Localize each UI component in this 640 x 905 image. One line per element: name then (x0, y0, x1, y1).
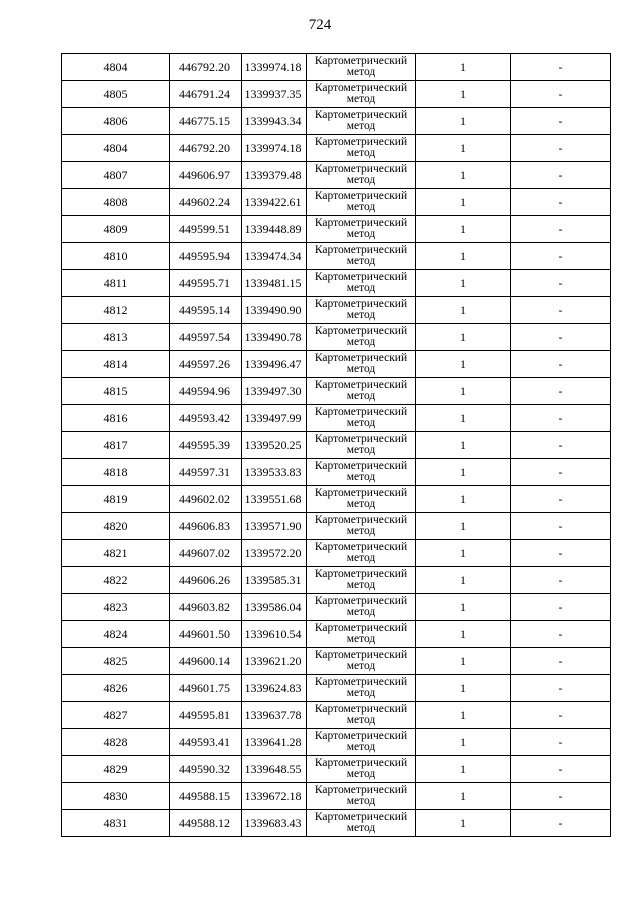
point-number-cell: 4813 (62, 324, 170, 351)
page-number: 724 (308, 17, 332, 33)
table-row (62, 810, 611, 837)
x-coordinate-cell: 449600.14 (170, 648, 242, 675)
method-line-2: метод (346, 120, 376, 132)
point-number-cell: 4810 (62, 243, 170, 270)
table-row (62, 216, 611, 243)
y-coordinate-cell: 1339624.83 (242, 675, 307, 702)
x-coordinate-cell: 449606.26 (170, 567, 242, 594)
method-cell (307, 324, 416, 351)
x-coordinate-cell: 449602.02 (170, 486, 242, 513)
point-number-cell: 4826 (62, 675, 170, 702)
method-cell (307, 135, 416, 162)
method-line-1: Картометрический (314, 325, 408, 337)
table-row (62, 648, 611, 675)
x-coordinate-cell: 449595.39 (170, 432, 242, 459)
accuracy-cell: 1 (416, 459, 511, 486)
method-cell (307, 675, 416, 702)
method-line-1: Картометрический (314, 136, 408, 148)
method-line-2: метод (346, 714, 376, 726)
point-number-cell: 4828 (62, 729, 170, 756)
x-coordinate-cell: 449588.15 (170, 783, 242, 810)
point-number-cell: 4819 (62, 486, 170, 513)
x-coordinate-cell: 449607.02 (170, 540, 242, 567)
note-cell: - (511, 648, 611, 675)
table-row (62, 756, 611, 783)
method-cell (307, 378, 416, 405)
method-line-1: Картометрический (314, 487, 408, 499)
x-coordinate-cell: 449593.42 (170, 405, 242, 432)
method-cell (307, 702, 416, 729)
method-line-1: Картометрический (314, 784, 408, 796)
note-cell: - (511, 351, 611, 378)
note-cell: - (511, 108, 611, 135)
method-line-2: метод (346, 444, 376, 456)
method-cell (307, 567, 416, 594)
table-row (62, 729, 611, 756)
accuracy-cell: 1 (416, 486, 511, 513)
method-cell (307, 810, 416, 837)
point-number-cell: 4831 (62, 810, 170, 837)
point-number-cell: 4818 (62, 459, 170, 486)
method-cell (307, 297, 416, 324)
y-coordinate-cell: 1339621.20 (242, 648, 307, 675)
method-cell (307, 162, 416, 189)
point-number-cell: 4824 (62, 621, 170, 648)
y-coordinate-cell: 1339586.04 (242, 594, 307, 621)
x-coordinate-cell: 446791.24 (170, 81, 242, 108)
method-cell (307, 729, 416, 756)
method-line-1: Картометрический (314, 217, 408, 229)
table-row (62, 243, 611, 270)
method-line-1: Картометрический (314, 163, 408, 175)
method-line-2: метод (346, 363, 376, 375)
note-cell: - (511, 189, 611, 216)
accuracy-cell: 1 (416, 594, 511, 621)
method-line-2: метод (346, 606, 376, 618)
accuracy-cell: 1 (416, 54, 511, 81)
note-cell: - (511, 54, 611, 81)
method-cell (307, 459, 416, 486)
point-number-cell: 4809 (62, 216, 170, 243)
coordinates-table-body (62, 54, 611, 837)
point-number-cell: 4806 (62, 108, 170, 135)
y-coordinate-cell: 1339672.18 (242, 783, 307, 810)
method-line-1: Картометрический (314, 82, 408, 94)
point-number-cell: 4830 (62, 783, 170, 810)
note-cell: - (511, 513, 611, 540)
y-coordinate-cell: 1339641.28 (242, 729, 307, 756)
point-number-cell: 4823 (62, 594, 170, 621)
y-coordinate-cell: 1339490.78 (242, 324, 307, 351)
method-line-2: метод (346, 93, 376, 105)
x-coordinate-cell: 446775.15 (170, 108, 242, 135)
x-coordinate-cell: 449595.94 (170, 243, 242, 270)
note-cell: - (511, 810, 611, 837)
y-coordinate-cell: 1339448.89 (242, 216, 307, 243)
method-line-2: метод (346, 174, 376, 186)
method-line-1: Картометрический (314, 703, 408, 715)
y-coordinate-cell: 1339683.43 (242, 810, 307, 837)
x-coordinate-cell: 449595.71 (170, 270, 242, 297)
x-coordinate-cell: 449594.96 (170, 378, 242, 405)
table-row (62, 513, 611, 540)
method-line-2: метод (346, 552, 376, 564)
table-row (62, 675, 611, 702)
y-coordinate-cell: 1339379.48 (242, 162, 307, 189)
accuracy-cell: 1 (416, 270, 511, 297)
method-line-2: метод (346, 768, 376, 780)
x-coordinate-cell: 449597.54 (170, 324, 242, 351)
note-cell: - (511, 243, 611, 270)
note-cell: - (511, 297, 611, 324)
x-coordinate-cell: 449601.75 (170, 675, 242, 702)
method-line-2: метод (346, 282, 376, 294)
accuracy-cell: 1 (416, 567, 511, 594)
method-line-2: метод (346, 417, 376, 429)
y-coordinate-cell: 1339637.78 (242, 702, 307, 729)
y-coordinate-cell: 1339572.20 (242, 540, 307, 567)
y-coordinate-cell: 1339520.25 (242, 432, 307, 459)
method-line-2: метод (346, 822, 376, 834)
table-row (62, 297, 611, 324)
method-cell (307, 648, 416, 675)
x-coordinate-cell: 449588.12 (170, 810, 242, 837)
accuracy-cell: 1 (416, 702, 511, 729)
method-line-2: метод (346, 228, 376, 240)
accuracy-cell: 1 (416, 432, 511, 459)
note-cell: - (511, 729, 611, 756)
note-cell: - (511, 405, 611, 432)
point-number-cell: 4817 (62, 432, 170, 459)
method-line-1: Картометрический (314, 676, 408, 688)
accuracy-cell: 1 (416, 405, 511, 432)
method-line-2: метод (346, 579, 376, 591)
method-cell (307, 432, 416, 459)
y-coordinate-cell: 1339496.47 (242, 351, 307, 378)
table-row (62, 432, 611, 459)
table-row (62, 351, 611, 378)
method-line-1: Картометрический (314, 433, 408, 445)
y-coordinate-cell: 1339974.18 (242, 135, 307, 162)
method-line-1: Картометрический (314, 55, 408, 67)
x-coordinate-cell: 449606.97 (170, 162, 242, 189)
point-number-cell: 4822 (62, 567, 170, 594)
x-coordinate-cell: 449601.50 (170, 621, 242, 648)
method-cell (307, 621, 416, 648)
method-line-1: Картометрический (314, 190, 408, 202)
method-line-1: Картометрический (314, 757, 408, 769)
table-row (62, 54, 611, 81)
x-coordinate-cell: 449602.24 (170, 189, 242, 216)
accuracy-cell: 1 (416, 351, 511, 378)
note-cell: - (511, 270, 611, 297)
note-cell: - (511, 486, 611, 513)
method-line-2: метод (346, 255, 376, 267)
point-number-cell: 4807 (62, 162, 170, 189)
table-row (62, 270, 611, 297)
y-coordinate-cell: 1339943.34 (242, 108, 307, 135)
table-row (62, 594, 611, 621)
table-row (62, 567, 611, 594)
method-line-1: Картометрический (314, 298, 408, 310)
y-coordinate-cell: 1339610.54 (242, 621, 307, 648)
accuracy-cell: 1 (416, 729, 511, 756)
method-line-2: метод (346, 498, 376, 510)
accuracy-cell: 1 (416, 648, 511, 675)
accuracy-cell: 1 (416, 324, 511, 351)
point-number-cell: 4804 (62, 54, 170, 81)
x-coordinate-cell: 449603.82 (170, 594, 242, 621)
method-line-2: метод (346, 795, 376, 807)
point-number-cell: 4816 (62, 405, 170, 432)
method-line-1: Картометрический (314, 541, 408, 553)
method-line-2: метод (346, 633, 376, 645)
method-cell (307, 243, 416, 270)
y-coordinate-cell: 1339585.31 (242, 567, 307, 594)
note-cell: - (511, 756, 611, 783)
note-cell: - (511, 432, 611, 459)
point-number-cell: 4812 (62, 297, 170, 324)
note-cell: - (511, 621, 611, 648)
method-line-1: Картометрический (314, 730, 408, 742)
accuracy-cell: 1 (416, 162, 511, 189)
method-cell (307, 594, 416, 621)
point-number-cell: 4827 (62, 702, 170, 729)
y-coordinate-cell: 1339474.34 (242, 243, 307, 270)
method-line-1: Картометрический (314, 379, 408, 391)
method-cell (307, 270, 416, 297)
method-line-1: Картометрический (314, 649, 408, 661)
method-cell (307, 351, 416, 378)
method-line-1: Картометрический (314, 109, 408, 121)
method-line-2: метод (346, 309, 376, 321)
table-row (62, 540, 611, 567)
accuracy-cell: 1 (416, 297, 511, 324)
y-coordinate-cell: 1339497.99 (242, 405, 307, 432)
table-row (62, 621, 611, 648)
table-row (62, 783, 611, 810)
note-cell: - (511, 540, 611, 567)
method-cell (307, 81, 416, 108)
y-coordinate-cell: 1339648.55 (242, 756, 307, 783)
method-cell (307, 216, 416, 243)
x-coordinate-cell: 449595.81 (170, 702, 242, 729)
point-number-cell: 4829 (62, 756, 170, 783)
method-line-1: Картометрический (314, 514, 408, 526)
accuracy-cell: 1 (416, 216, 511, 243)
table-row (62, 324, 611, 351)
y-coordinate-cell: 1339481.15 (242, 270, 307, 297)
note-cell: - (511, 378, 611, 405)
accuracy-cell: 1 (416, 108, 511, 135)
x-coordinate-cell: 449599.51 (170, 216, 242, 243)
accuracy-cell: 1 (416, 783, 511, 810)
accuracy-cell: 1 (416, 675, 511, 702)
coordinates-table (61, 53, 611, 837)
note-cell: - (511, 459, 611, 486)
method-cell (307, 540, 416, 567)
note-cell: - (511, 783, 611, 810)
note-cell: - (511, 162, 611, 189)
method-line-2: метод (346, 147, 376, 159)
y-coordinate-cell: 1339974.18 (242, 54, 307, 81)
note-cell: - (511, 216, 611, 243)
note-cell: - (511, 81, 611, 108)
accuracy-cell: 1 (416, 810, 511, 837)
method-line-2: метод (346, 687, 376, 699)
x-coordinate-cell: 449593.41 (170, 729, 242, 756)
table-row (62, 81, 611, 108)
table-row (62, 486, 611, 513)
method-cell (307, 108, 416, 135)
x-coordinate-cell: 449597.31 (170, 459, 242, 486)
method-line-2: метод (346, 390, 376, 402)
method-cell (307, 783, 416, 810)
method-cell (307, 54, 416, 81)
x-coordinate-cell: 449606.83 (170, 513, 242, 540)
note-cell: - (511, 324, 611, 351)
y-coordinate-cell: 1339422.61 (242, 189, 307, 216)
method-cell (307, 405, 416, 432)
note-cell: - (511, 702, 611, 729)
method-line-2: метод (346, 336, 376, 348)
point-number-cell: 4820 (62, 513, 170, 540)
accuracy-cell: 1 (416, 135, 511, 162)
method-line-2: метод (346, 525, 376, 537)
table-row (62, 405, 611, 432)
method-line-1: Картометрический (314, 271, 408, 283)
method-line-1: Картометрический (314, 595, 408, 607)
point-number-cell: 4815 (62, 378, 170, 405)
x-coordinate-cell: 449597.26 (170, 351, 242, 378)
table-row (62, 459, 611, 486)
accuracy-cell: 1 (416, 378, 511, 405)
note-cell: - (511, 135, 611, 162)
method-line-1: Картометрический (314, 406, 408, 418)
point-number-cell: 4805 (62, 81, 170, 108)
x-coordinate-cell: 449590.32 (170, 756, 242, 783)
method-line-2: метод (346, 201, 376, 213)
method-cell (307, 756, 416, 783)
method-line-1: Картометрический (314, 568, 408, 580)
accuracy-cell: 1 (416, 621, 511, 648)
table-row (62, 162, 611, 189)
point-number-cell: 4814 (62, 351, 170, 378)
method-line-2: метод (346, 471, 376, 483)
accuracy-cell: 1 (416, 81, 511, 108)
method-cell (307, 513, 416, 540)
method-line-1: Картометрический (314, 622, 408, 634)
table-row (62, 108, 611, 135)
y-coordinate-cell: 1339551.68 (242, 486, 307, 513)
note-cell: - (511, 567, 611, 594)
method-line-1: Картометрический (314, 352, 408, 364)
y-coordinate-cell: 1339490.90 (242, 297, 307, 324)
point-number-cell: 4825 (62, 648, 170, 675)
point-number-cell: 4808 (62, 189, 170, 216)
y-coordinate-cell: 1339571.90 (242, 513, 307, 540)
table-row (62, 135, 611, 162)
point-number-cell: 4821 (62, 540, 170, 567)
method-line-2: метод (346, 66, 376, 78)
x-coordinate-cell: 446792.20 (170, 54, 242, 81)
table-row (62, 702, 611, 729)
table-row (62, 378, 611, 405)
method-line-2: метод (346, 741, 376, 753)
method-cell (307, 189, 416, 216)
accuracy-cell: 1 (416, 513, 511, 540)
y-coordinate-cell: 1339497.30 (242, 378, 307, 405)
y-coordinate-cell: 1339533.83 (242, 459, 307, 486)
accuracy-cell: 1 (416, 189, 511, 216)
note-cell: - (511, 675, 611, 702)
table-row (62, 189, 611, 216)
method-line-1: Картометрический (314, 811, 408, 823)
accuracy-cell: 1 (416, 243, 511, 270)
point-number-cell: 4804 (62, 135, 170, 162)
x-coordinate-cell: 446792.20 (170, 135, 242, 162)
method-line-1: Картометрический (314, 460, 408, 472)
method-line-1: Картометрический (314, 244, 408, 256)
accuracy-cell: 1 (416, 756, 511, 783)
method-line-2: метод (346, 660, 376, 672)
point-number-cell: 4811 (62, 270, 170, 297)
y-coordinate-cell: 1339937.35 (242, 81, 307, 108)
x-coordinate-cell: 449595.14 (170, 297, 242, 324)
method-cell (307, 486, 416, 513)
accuracy-cell: 1 (416, 540, 511, 567)
note-cell: - (511, 594, 611, 621)
